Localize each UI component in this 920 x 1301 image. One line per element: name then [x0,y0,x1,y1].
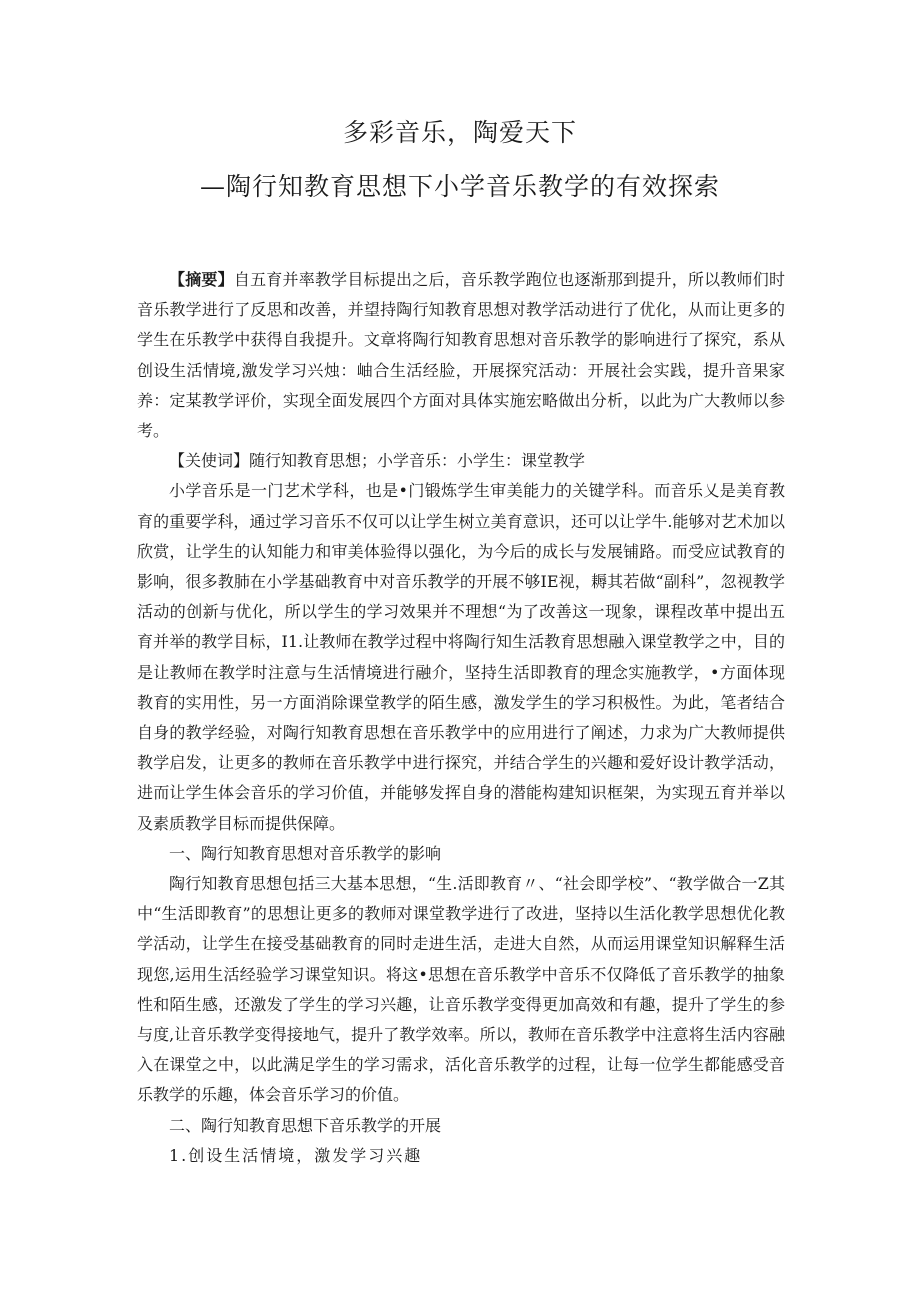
body-text [137,265,785,1171]
keywords-label: 【关使词】 [169,451,250,471]
section-heading-2: 二、陶行知教育思想下音乐教学的开展 [169,1115,442,1135]
abstract-label: 【摘要】 [169,270,234,289]
subsection-heading-1: 1.创设生活情境，激发学习兴趣 [169,1145,423,1165]
page-title: 多彩音乐，陶爱天下 [342,118,577,147]
intro-paragraph: 小学音乐是一门艺术学科，也是•门锻炼学生审美能力的关键学科。而音乐乂是美育教育的重要学科，通过学习音乐不仅可以让学生树立美育意识，还可以让学牛.能够对艺术加以欣赏，让学生的认知能力和审美体验得以强化，为今后的成长与发展铺路。而受应试教育的影响，很多教肺在小学基础教育中对音乐教学的开展不够IE视，耨其若做“副科”，忽视教学活动的创新与优化，所以学生的学习效果并不理想“为了改善这一现象，课程改革中提出五育并举的教学目标，I1.让教师在教学过程中将陶行知生活教育思想融入课堂教学之中，目的是让教师在教学时注意与生活情境进行融介，坚持生活即教育的理念实施教学，•方面体现教育的实用性，另一方面消除课堂教学的陌生感，激发学生的学习积极性。为此，笔者结合自身的教学经验，对陶行知教育思想在音乐教学中的应用进行了阐述，力求为广大教师提供教学启发，让更多的教师在音乐教学中进行探究，并结合学生的兴趣和爱好设计教学活动，进而让学生体会音乐的学习价值，并能够发挥自身的潜能构建知识框架，为实现五育并举以及素质教学目标而提供保障。 [137,481,785,833]
keywords-paragraph [137,446,785,476]
keywords-text: 随行知教育思想；小学音乐：小学生：课堂教学 [249,451,586,471]
abstract-text: 自五育并率教学目标提出之后，音乐教学跑位也逐渐那到提升，所以教师们时音乐教学进行了反思和改善，并望持陶行知教育思想对教学活动进行了优化，从而让更多的学生在乐教学中获得自我提升。文章将陶行知教育思想对音乐教学的影响进行了探究，系从创设生活情境,激发学习兴烛：岫合生活经脸，开展探究活动：开展社会实践，提升音果家养：定某教学评价，实现全面发展四个方面对具体实施宏略做出分析，以此为广大教师以参考。 [137,270,785,441]
page-subtitle: —陶行知教育思想下小学音乐教学的有效探索 [199,172,720,201]
section-1-paragraph: 陶行知教育思想包括三大基本思想，“生.活即教育〃、“社会即学校”、“教学做合一Z其中“生活即教育”的思想让更多的教师对课堂教学进行了改进，坚持以生活化教学思想优化教学活动，让学生在接受基础教育的同时走进生活，走进大自然，从而运用课堂知识解释生活现您,运用生活经验学习课堂知识。将这•思想在音乐教学中音乐不仅降低了音乐教学的抽象性和陌生感，还激发了学生的学习兴趣，让音乐教学变得更加高效和有趣，提升了学生的参与度,让音乐教学变得接地气，提升了教学效率。所以，教师在音乐教学中注意将生活内容融入在课堂之中，以此满足学生的学习需求，活化音乐教学的过程，让每一位学生都能感受音乐教学的乐趣，体会音乐学习的价值。 [137,874,785,1105]
abstract-paragraph [137,265,785,446]
section-heading-1: 一、陶行知教育思想对音乐教学的影响 [169,843,442,863]
